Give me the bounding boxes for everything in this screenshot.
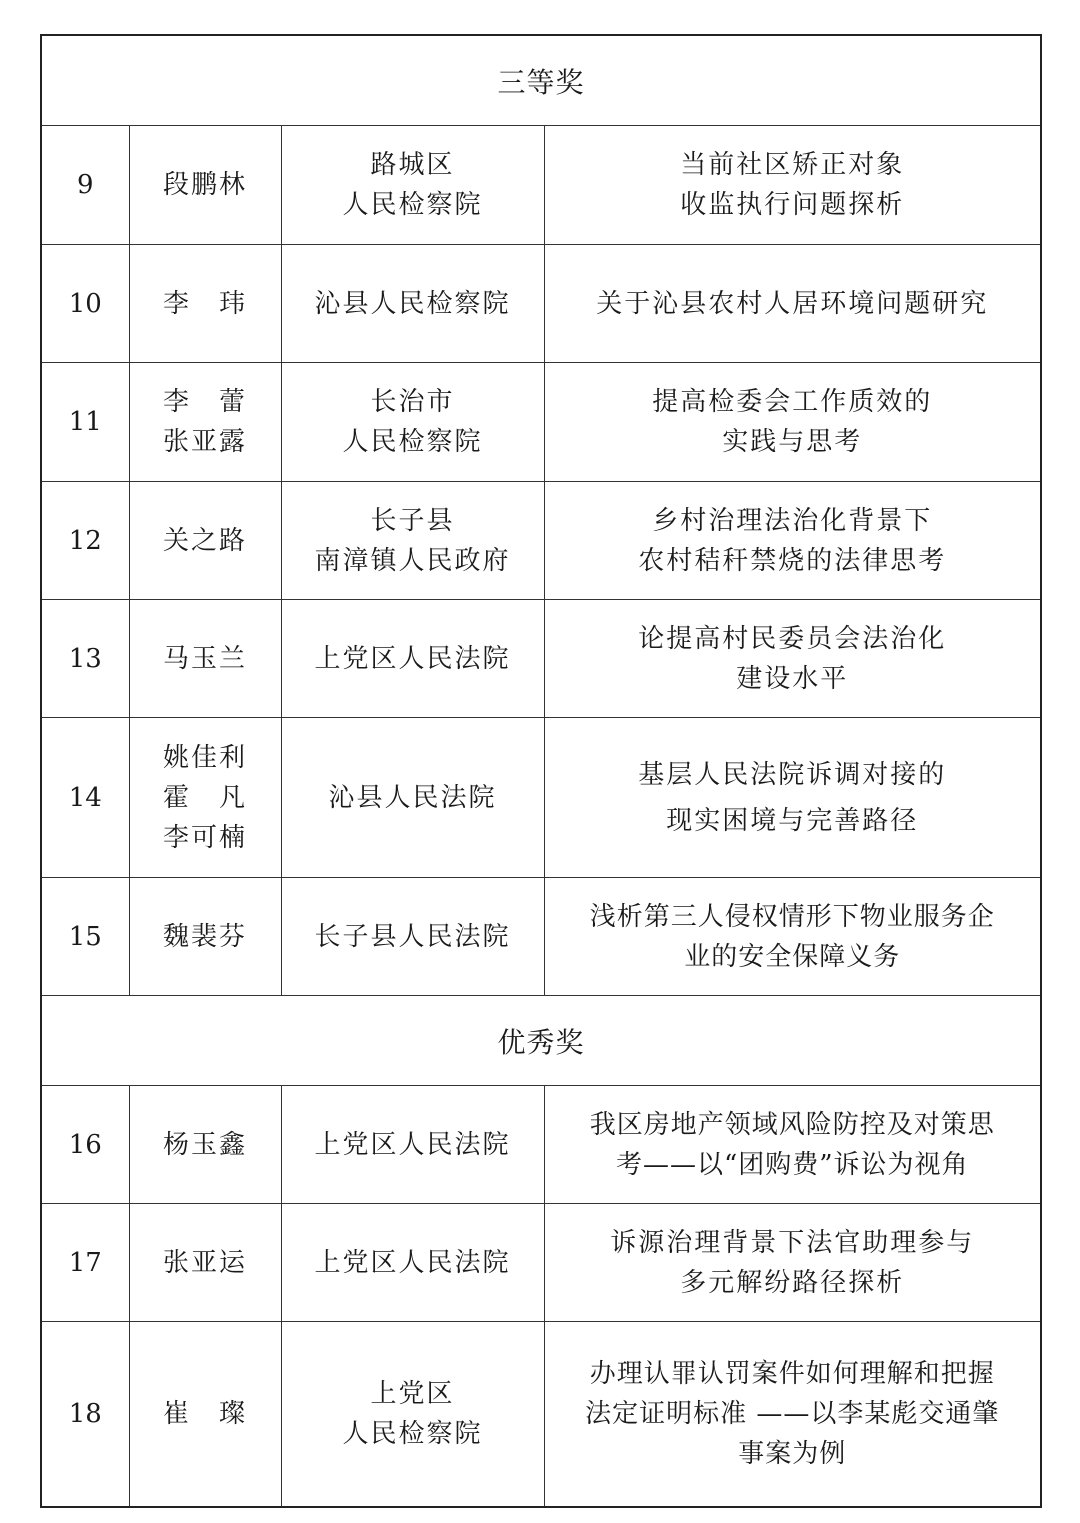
unit-line: 人民检察院 xyxy=(342,190,483,220)
paper-title-line: 办理认罪认罚案件如何理解和把握 xyxy=(589,1358,995,1389)
row-number: 11 xyxy=(41,363,129,482)
unit-cell xyxy=(281,363,544,482)
table-row xyxy=(41,363,1041,482)
paper-title-line: 乡村治理法治化背景下 xyxy=(652,505,933,536)
table-row xyxy=(41,1322,1041,1507)
document-page xyxy=(40,34,1040,1506)
unit-line: 南漳镇人民政府 xyxy=(314,545,511,576)
unit-cell xyxy=(281,600,544,718)
author-name: 霍 凡 xyxy=(162,782,247,813)
unit-cell xyxy=(281,245,544,363)
row-number: 15 xyxy=(41,878,129,996)
unit-cell xyxy=(281,126,544,245)
author-name: 李可楠 xyxy=(162,822,247,853)
author-name: 张亚露 xyxy=(162,427,247,457)
unit-cell xyxy=(281,1322,544,1507)
paper-title-cell xyxy=(544,1204,1041,1322)
unit-line: 路城区 xyxy=(370,150,455,180)
section-heading: 三等奖 xyxy=(41,35,1041,126)
table-row xyxy=(41,245,1041,363)
table-row xyxy=(41,878,1041,996)
paper-title-line: 多元解纷路径探析 xyxy=(680,1267,905,1298)
paper-title-line: 建设水平 xyxy=(736,663,849,694)
author-cell xyxy=(129,245,281,363)
author-name: 马玉兰 xyxy=(162,643,247,674)
paper-title-cell xyxy=(544,482,1041,600)
paper-title-line: 考——以“团购费”诉讼为视角 xyxy=(615,1149,969,1180)
unit-cell xyxy=(281,482,544,600)
paper-title-line: 浅析第三人侵权情形下物业服务企 xyxy=(589,901,995,932)
unit-line: 沁县人民检察院 xyxy=(314,288,511,319)
unit-cell xyxy=(281,1086,544,1204)
awards-table-body xyxy=(41,35,1041,1507)
paper-title-cell xyxy=(544,126,1041,245)
paper-title-line: 我区房地产领域风险防控及对策思 xyxy=(589,1109,995,1140)
row-number: 18 xyxy=(41,1322,129,1507)
table-row xyxy=(41,1204,1041,1322)
row-number: 14 xyxy=(41,718,129,878)
section-header-row xyxy=(41,35,1041,126)
paper-title-line: 业的安全保障义务 xyxy=(684,941,901,972)
paper-title-line: 论提高村民委员会法治化 xyxy=(638,623,947,654)
author-cell xyxy=(129,878,281,996)
unit-line: 人民检察院 xyxy=(342,1418,483,1449)
unit-line: 长子县 xyxy=(370,505,455,536)
author-cell xyxy=(129,126,281,245)
row-number: 10 xyxy=(41,245,129,363)
paper-title-cell xyxy=(544,600,1041,718)
unit-line: 上党区人民法院 xyxy=(314,1247,511,1278)
section-heading: 优秀奖 xyxy=(41,996,1041,1086)
paper-title-cell xyxy=(544,878,1041,996)
author-name: 魏裴芬 xyxy=(162,921,247,952)
paper-title-line: 当前社区矫正对象 xyxy=(680,150,905,180)
paper-title-line: 农村秸秆禁烧的法律思考 xyxy=(638,545,947,576)
table-row xyxy=(41,1086,1041,1204)
paper-title-cell xyxy=(544,718,1041,878)
paper-title-line: 法定证明标准 ——以李某彪交通肇 xyxy=(585,1398,1000,1429)
author-name: 段鹏林 xyxy=(162,170,247,200)
paper-title-line: 诉源治理背景下法官助理参与 xyxy=(610,1227,975,1258)
author-name: 李 玮 xyxy=(162,288,247,319)
row-number: 12 xyxy=(41,482,129,600)
unit-line: 上党区 xyxy=(370,1378,455,1409)
author-name: 关之路 xyxy=(162,525,247,556)
row-number: 16 xyxy=(41,1086,129,1204)
paper-title-cell xyxy=(544,1322,1041,1507)
unit-line: 上党区人民法院 xyxy=(314,643,511,674)
author-name: 崔 璨 xyxy=(162,1398,247,1429)
row-number: 17 xyxy=(41,1204,129,1322)
section-header-row xyxy=(41,996,1041,1086)
awards-table xyxy=(40,34,1042,1508)
paper-title-cell xyxy=(544,1086,1041,1204)
paper-title-line: 现实困境与完善路径 xyxy=(666,805,919,836)
author-name: 杨玉鑫 xyxy=(162,1129,247,1160)
paper-title-line: 实践与思考 xyxy=(722,427,863,457)
author-cell xyxy=(129,1322,281,1507)
paper-title-line: 基层人民法院诉调对接的 xyxy=(638,759,947,790)
author-name: 姚佳利 xyxy=(162,742,247,773)
paper-title-line: 收监执行问题探析 xyxy=(680,190,905,220)
author-cell xyxy=(129,600,281,718)
paper-title-cell xyxy=(544,363,1041,482)
author-name: 张亚运 xyxy=(162,1247,247,1278)
author-cell xyxy=(129,363,281,482)
unit-cell xyxy=(281,878,544,996)
author-cell xyxy=(129,1204,281,1322)
unit-line: 上党区人民法院 xyxy=(314,1129,511,1160)
paper-title-line: 事案为例 xyxy=(738,1438,847,1469)
row-number: 9 xyxy=(41,126,129,245)
table-row xyxy=(41,600,1041,718)
paper-title-cell xyxy=(544,245,1041,363)
author-name: 李 蕾 xyxy=(162,387,247,417)
author-cell xyxy=(129,1086,281,1204)
paper-title-line: 提高检委会工作质效的 xyxy=(652,387,933,417)
paper-title-line: 关于沁县农村人居环境问题研究 xyxy=(596,288,989,319)
row-number: 13 xyxy=(41,600,129,718)
unit-line: 长治市 xyxy=(370,387,455,417)
unit-line: 沁县人民法院 xyxy=(328,782,497,813)
table-row xyxy=(41,126,1041,245)
unit-line: 长子县人民法院 xyxy=(314,921,511,952)
author-cell xyxy=(129,718,281,878)
unit-cell xyxy=(281,718,544,878)
unit-line: 人民检察院 xyxy=(342,427,483,457)
unit-cell xyxy=(281,1204,544,1322)
author-cell xyxy=(129,482,281,600)
table-row xyxy=(41,482,1041,600)
table-row xyxy=(41,718,1041,878)
